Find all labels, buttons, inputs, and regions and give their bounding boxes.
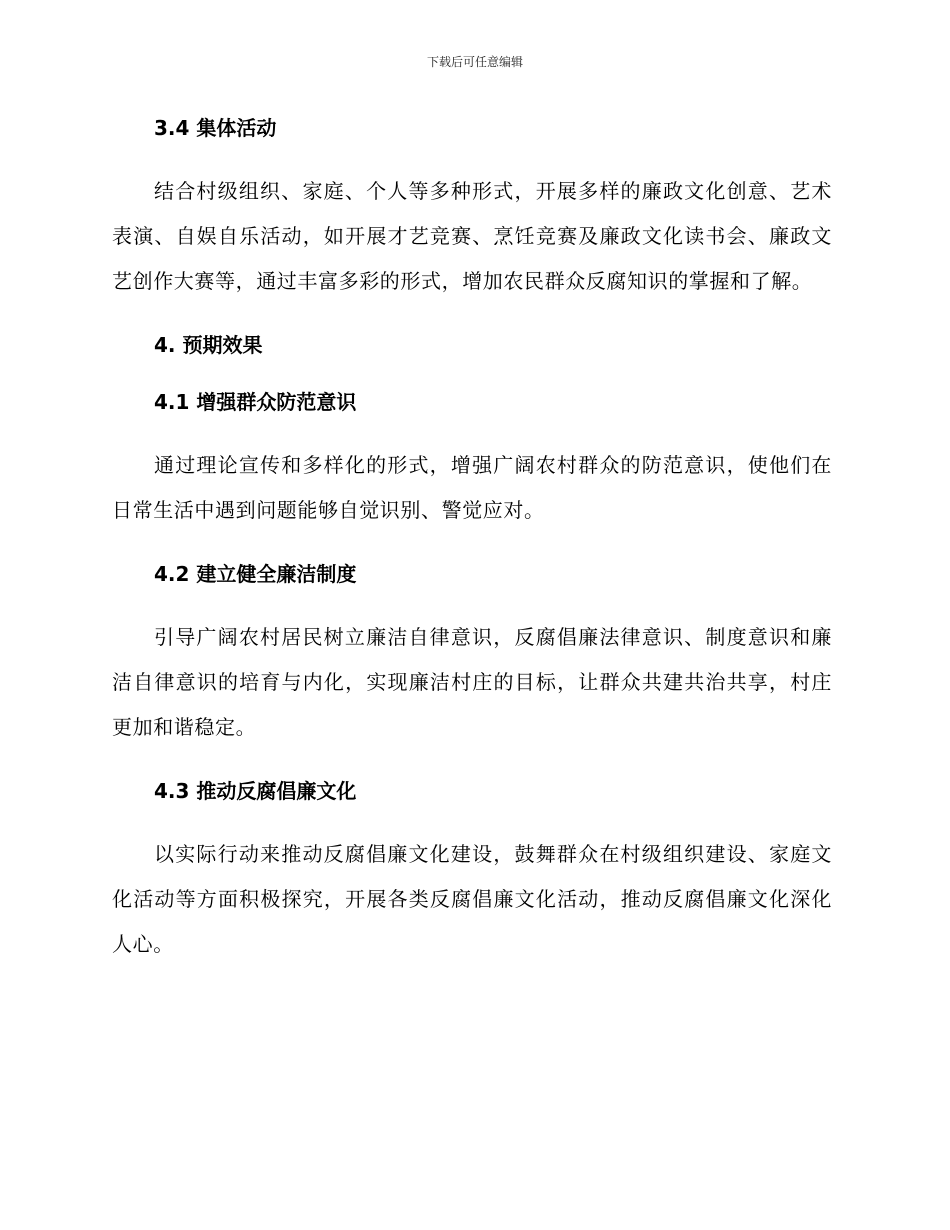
section-paragraph-4-3: 以实际行动来推动反腐倡廉文化建设，鼓舞群众在村级组织建设、家庭文化活动等方面积极探究，开展各类反腐倡廉文化活动，推动反腐倡廉文化深化人心。 [112,842,832,956]
document-body [112,112,832,967]
section-heading-4-3: 4.3 推动反腐倡廉文化 [154,779,357,803]
page-header-note: 下载后可任意编辑 [426,55,523,69]
section-heading-3-4: 3.4 集体活动 [154,116,277,140]
section-paragraph-3-4: 结合村级组织、家庭、个人等多种形式，开展多样的廉政文化创意、艺术表演、自娱自乐活动，如开展才艺竞赛、烹饪竞赛及廉政文化读书会、廉政文艺创作大赛等，通过丰富多彩的形式，增加农民群众反腐知识的掌握和了解。 [112,179,832,293]
section-paragraph-4-2: 引导广阔农村居民树立廉洁自律意识，反腐倡廉法律意识、制度意识和廉洁自律意识的培育与内化，实现廉洁村庄的目标，让群众共建共治共享，村庄更加和谐稳定。 [112,625,832,739]
section-heading-4-2: 4.2 建立健全廉洁制度 [154,562,357,586]
section-heading-4: 4. 预期效果 [154,333,263,357]
section-heading-4-1: 4.1 增强群众防范意识 [154,390,357,414]
section-paragraph-4-1: 通过理论宣传和多样化的形式，增强广阔农村群众的防范意识，使他们在日常生活中遇到问题能够自觉识别、警觉应对。 [112,453,832,522]
